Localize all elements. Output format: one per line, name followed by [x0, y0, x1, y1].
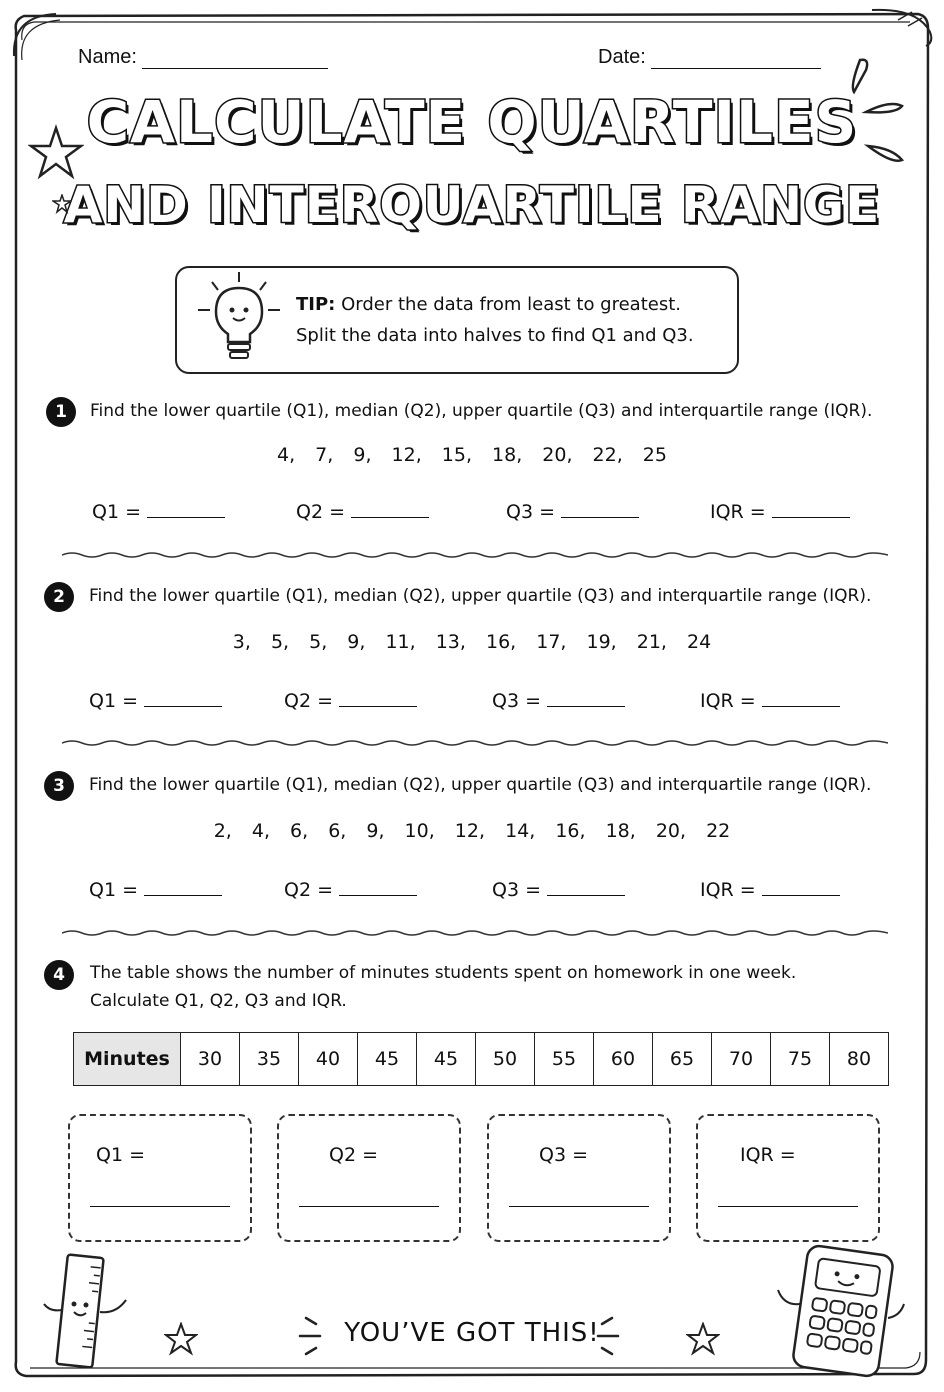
iqr-answer[interactable] — [710, 499, 850, 523]
answer-blank[interactable] — [147, 499, 225, 518]
question-prompt-line-1: The table shows the number of minutes students spent on homework in one week. — [90, 963, 797, 983]
q1-answer-box[interactable] — [68, 1114, 252, 1242]
lightbulb-icon — [196, 270, 282, 366]
date-line[interactable] — [651, 48, 821, 69]
name-label: Name: — [78, 46, 137, 68]
answer-blank[interactable] — [547, 688, 625, 707]
date-field[interactable] — [598, 46, 821, 69]
table-cell: 70 — [712, 1033, 771, 1086]
answer-blank[interactable] — [351, 499, 429, 518]
q3-answer[interactable] — [492, 877, 625, 901]
iqr-label: IQR = — [710, 501, 766, 523]
table-cell: 80 — [830, 1033, 889, 1086]
q2-label: Q2 = — [284, 690, 334, 712]
page-title: CALCULATE QUARTILES — [86, 88, 858, 156]
wavy-divider — [62, 928, 888, 938]
table-cell: 55 — [535, 1033, 594, 1086]
q2-answer[interactable] — [284, 688, 417, 712]
name-line[interactable] — [142, 48, 328, 69]
answer-blank[interactable] — [772, 499, 850, 518]
splash-icon — [846, 56, 916, 176]
table-header-cell: Minutes — [74, 1033, 181, 1086]
q1-label: Q1 = — [92, 501, 142, 523]
answer-blank[interactable] — [561, 499, 639, 518]
q2-label: Q2 = — [284, 879, 334, 901]
answer-line[interactable] — [90, 1206, 230, 1207]
answer-blank[interactable] — [339, 688, 417, 707]
small-star-icon — [52, 194, 72, 214]
answer-line[interactable] — [718, 1206, 858, 1207]
iqr-answer-box[interactable] — [696, 1114, 880, 1242]
q1-label: Q1 = — [89, 690, 139, 712]
page-subtitle: AND INTERQUARTILE RANGE — [63, 176, 881, 234]
answer-blank[interactable] — [547, 877, 625, 896]
question-prompt: Find the lower quartile (Q1), median (Q2), upper quartile (Q3) and interquartile range (IQR). — [90, 401, 873, 421]
wavy-divider — [62, 550, 888, 560]
table-cell: 35 — [240, 1033, 299, 1086]
table-row — [74, 1033, 889, 1086]
iqr-answer[interactable] — [700, 688, 840, 712]
ruler-character-icon — [36, 1248, 140, 1372]
q1-label: Q1 = — [96, 1144, 146, 1166]
table-cell: 50 — [476, 1033, 535, 1086]
q2-label: Q2 = — [296, 501, 346, 523]
table-cell: 30 — [181, 1033, 240, 1086]
table-cell: 40 — [299, 1033, 358, 1086]
calculator-character-icon — [770, 1244, 910, 1380]
star-icon — [28, 124, 84, 180]
answer-blank[interactable] — [339, 877, 417, 896]
data-set: 2, 4, 6, 6, 9, 10, 12, 14, 16, 18, 20, 22 — [213, 820, 731, 842]
q3-label: Q3 = — [539, 1144, 589, 1166]
encouragement-text: YOU’VE GOT THIS! — [344, 1318, 600, 1348]
answer-blank[interactable] — [144, 688, 222, 707]
q2-answer[interactable] — [296, 499, 429, 523]
q2-answer[interactable] — [284, 877, 417, 901]
iqr-answer[interactable] — [700, 877, 840, 901]
q1-label: Q1 = — [89, 879, 139, 901]
question-number: 3 — [44, 771, 74, 801]
q1-answer[interactable] — [89, 877, 222, 901]
tip-text-1: Order the data from least to greatest. — [341, 294, 681, 315]
q3-label: Q3 = — [492, 690, 542, 712]
table-cell: 75 — [771, 1033, 830, 1086]
answer-blank[interactable] — [762, 688, 840, 707]
iqr-label: IQR = — [700, 879, 756, 901]
question-prompt: Find the lower quartile (Q1), median (Q2), upper quartile (Q3) and interquartile range (IQR). — [89, 775, 872, 795]
question-number: 4 — [44, 960, 74, 990]
wavy-divider — [62, 738, 888, 748]
corner-swirl-icon — [868, 2, 938, 52]
question-number: 1 — [46, 397, 76, 427]
q3-label: Q3 = — [492, 879, 542, 901]
table-cell: 65 — [653, 1033, 712, 1086]
answer-line[interactable] — [299, 1206, 439, 1207]
q3-answer-box[interactable] — [487, 1114, 671, 1242]
date-label: Date: — [598, 46, 646, 68]
name-field[interactable] — [78, 46, 328, 69]
table-cell: 45 — [358, 1033, 417, 1086]
data-set: 3, 5, 5, 9, 11, 13, 16, 17, 19, 21, 24 — [232, 631, 712, 653]
minutes-table — [73, 1032, 889, 1086]
table-cell: 45 — [417, 1033, 476, 1086]
iqr-label: IQR = — [700, 690, 756, 712]
answer-blank[interactable] — [144, 877, 222, 896]
answer-blank[interactable] — [762, 877, 840, 896]
q2-answer-box[interactable] — [277, 1114, 461, 1242]
iqr-label: IQR = — [740, 1144, 796, 1166]
q3-answer[interactable] — [506, 499, 639, 523]
q1-answer[interactable] — [92, 499, 225, 523]
q2-label: Q2 = — [329, 1144, 379, 1166]
q3-label: Q3 = — [506, 501, 556, 523]
data-set: 4, 7, 9, 12, 15, 18, 20, 22, 25 — [277, 444, 667, 466]
question-prompt-line-2: Calculate Q1, Q2, Q3 and IQR. — [90, 991, 347, 1011]
question-number: 2 — [44, 582, 74, 612]
question-prompt: Find the lower quartile (Q1), median (Q2), upper quartile (Q3) and interquartile range (IQR). — [89, 586, 872, 606]
q3-answer[interactable] — [492, 688, 625, 712]
table-cell: 60 — [594, 1033, 653, 1086]
q1-answer[interactable] — [89, 688, 222, 712]
tip-text-2: Split the data into halves to find Q1 and Q3. — [296, 325, 694, 346]
tip-label: TIP: — [296, 294, 336, 315]
tip-line-1 — [296, 294, 681, 315]
corner-swirl-icon — [6, 6, 66, 66]
answer-line[interactable] — [509, 1206, 649, 1207]
